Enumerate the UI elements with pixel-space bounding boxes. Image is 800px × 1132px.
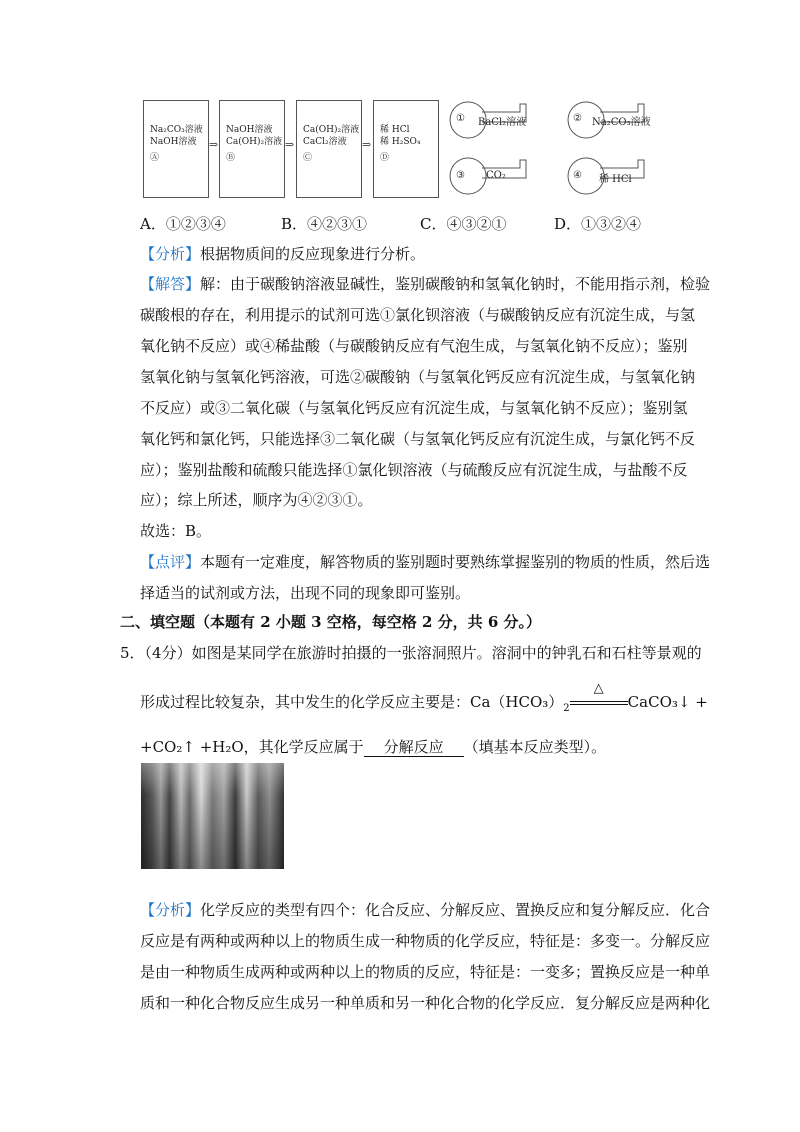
option-b: B．④②③① [281,215,368,233]
q5-analysis-line: 反应是有两种或两种以上的物质生成一种物质的化学反应，特征是：多变一。分解反应 [140,932,711,950]
delta-symbol: △ [593,681,604,696]
q5-question: 5．（4分）如图是某同学在旅游时拍摄的一张溶洞照片。溶洞中的钟乳石和石柱等景观的 [120,644,702,662]
q4-answer-line: 氧化钠不反应）或④稀盐酸（与碳酸钠反应有气泡生成，与氢氧化钠不反应）；鉴别 [140,337,688,355]
q5-analysis-line: 质和一种化合物反应生成另一种单质和另一种化合物的化学反应．复分解反应是两种化 [140,994,711,1012]
q4-answer-line: 应）；鉴别盐酸和硫酸只能选择①氯化钡溶液（与硫酸反应有沉淀生成，与盐酸不反 [140,461,688,479]
q4-answer-line: 碳酸根的存在，利用提示的试剂可选①氯化钡溶液（与碳酸钠反应有沉淀生成，与氢 [140,306,696,324]
cave-photo [141,763,284,869]
reagent-box-b: NaOH溶液 Ca(OH)₂溶液 Ⓑ [219,100,285,198]
reagent-box-c: Ca(OH)₂溶液 CaCl₂溶液 Ⓒ [296,100,362,198]
q4-answer-line: 应）；综上所述，顺序为④②③①。 [140,491,373,509]
q5-answer-line: +CO₂↑ +H₂O，其化学反应属于 分解反应 （填基本反应类型）。 [140,738,607,756]
q4-answer-line: 不反应）或③二氧化碳（与氢氧化钙反应有沉淀生成，与氢氧化钠不反应）；鉴别氢 [140,399,688,417]
q4-comment-line: 择适当的试剂或方法，出现不同的现象即可鉴别。 [140,584,471,602]
q5-analysis: 【分析】化学反应的类型有四个：化合反应、分解反应、置换反应和复分解反应．化合 [140,901,711,919]
q5-reaction-line: 形成过程比较复杂，其中发生的化学反应主要是：$Ca(HCO_3)_2$ △ CaCO₃↓ + [140,681,708,714]
heat-arrow [570,681,628,713]
arrow-icon: ⇒ [209,138,219,151]
q4-answer-line: 氢氧化钠与氢氧化钙溶液，可选②碳酸钠（与氢氧化钙反应有沉淀生成，与氢氧化钠 [140,368,696,386]
q4-answer-line: 氧化钙和氯化钙，只能选择③二氧化碳（与氢氧化钙反应有沉淀生成，与氯化钙不反 [140,430,696,448]
q4-analysis: 【分析】根据物质间的反应现象进行分析。 [140,245,426,263]
q4-answer-line: 【解答】解：由于碳酸钠溶液显碱性，鉴别碳酸钠和氢氧化钠时，不能用指示剂，检验 [140,275,711,293]
q4-choice: 故选：B。 [140,522,212,540]
q5-analysis-line: 是由一种物质生成两种或两种以上的物质的反应，特征是：一变多；置换反应是一种单 [140,963,711,981]
option-c: C．④③②① [420,215,507,233]
q4-comment: 【点评】本题有一定难度，解答物质的鉴别题时要熟练掌握鉴别的物质的性质，然后选 [140,553,711,571]
option-d: D．①③②④ [554,215,642,233]
option-a: A．①②③④ [140,215,226,233]
answer-blank: 分解反应 [364,739,464,757]
arrow-icon: ⇒ [362,138,372,151]
arrow-icon: ⇒ [285,138,295,151]
reagent-box-a: Na₂CO₃溶液 NaOH溶液 Ⓐ [143,100,209,198]
reagent-box-d: 稀 HCl 稀 H₂SO₄ Ⓓ [373,100,439,198]
section-heading: 二、填空题（本题有 2 小题 3 空格，每空格 2 分，共 6 分。） [120,613,542,631]
